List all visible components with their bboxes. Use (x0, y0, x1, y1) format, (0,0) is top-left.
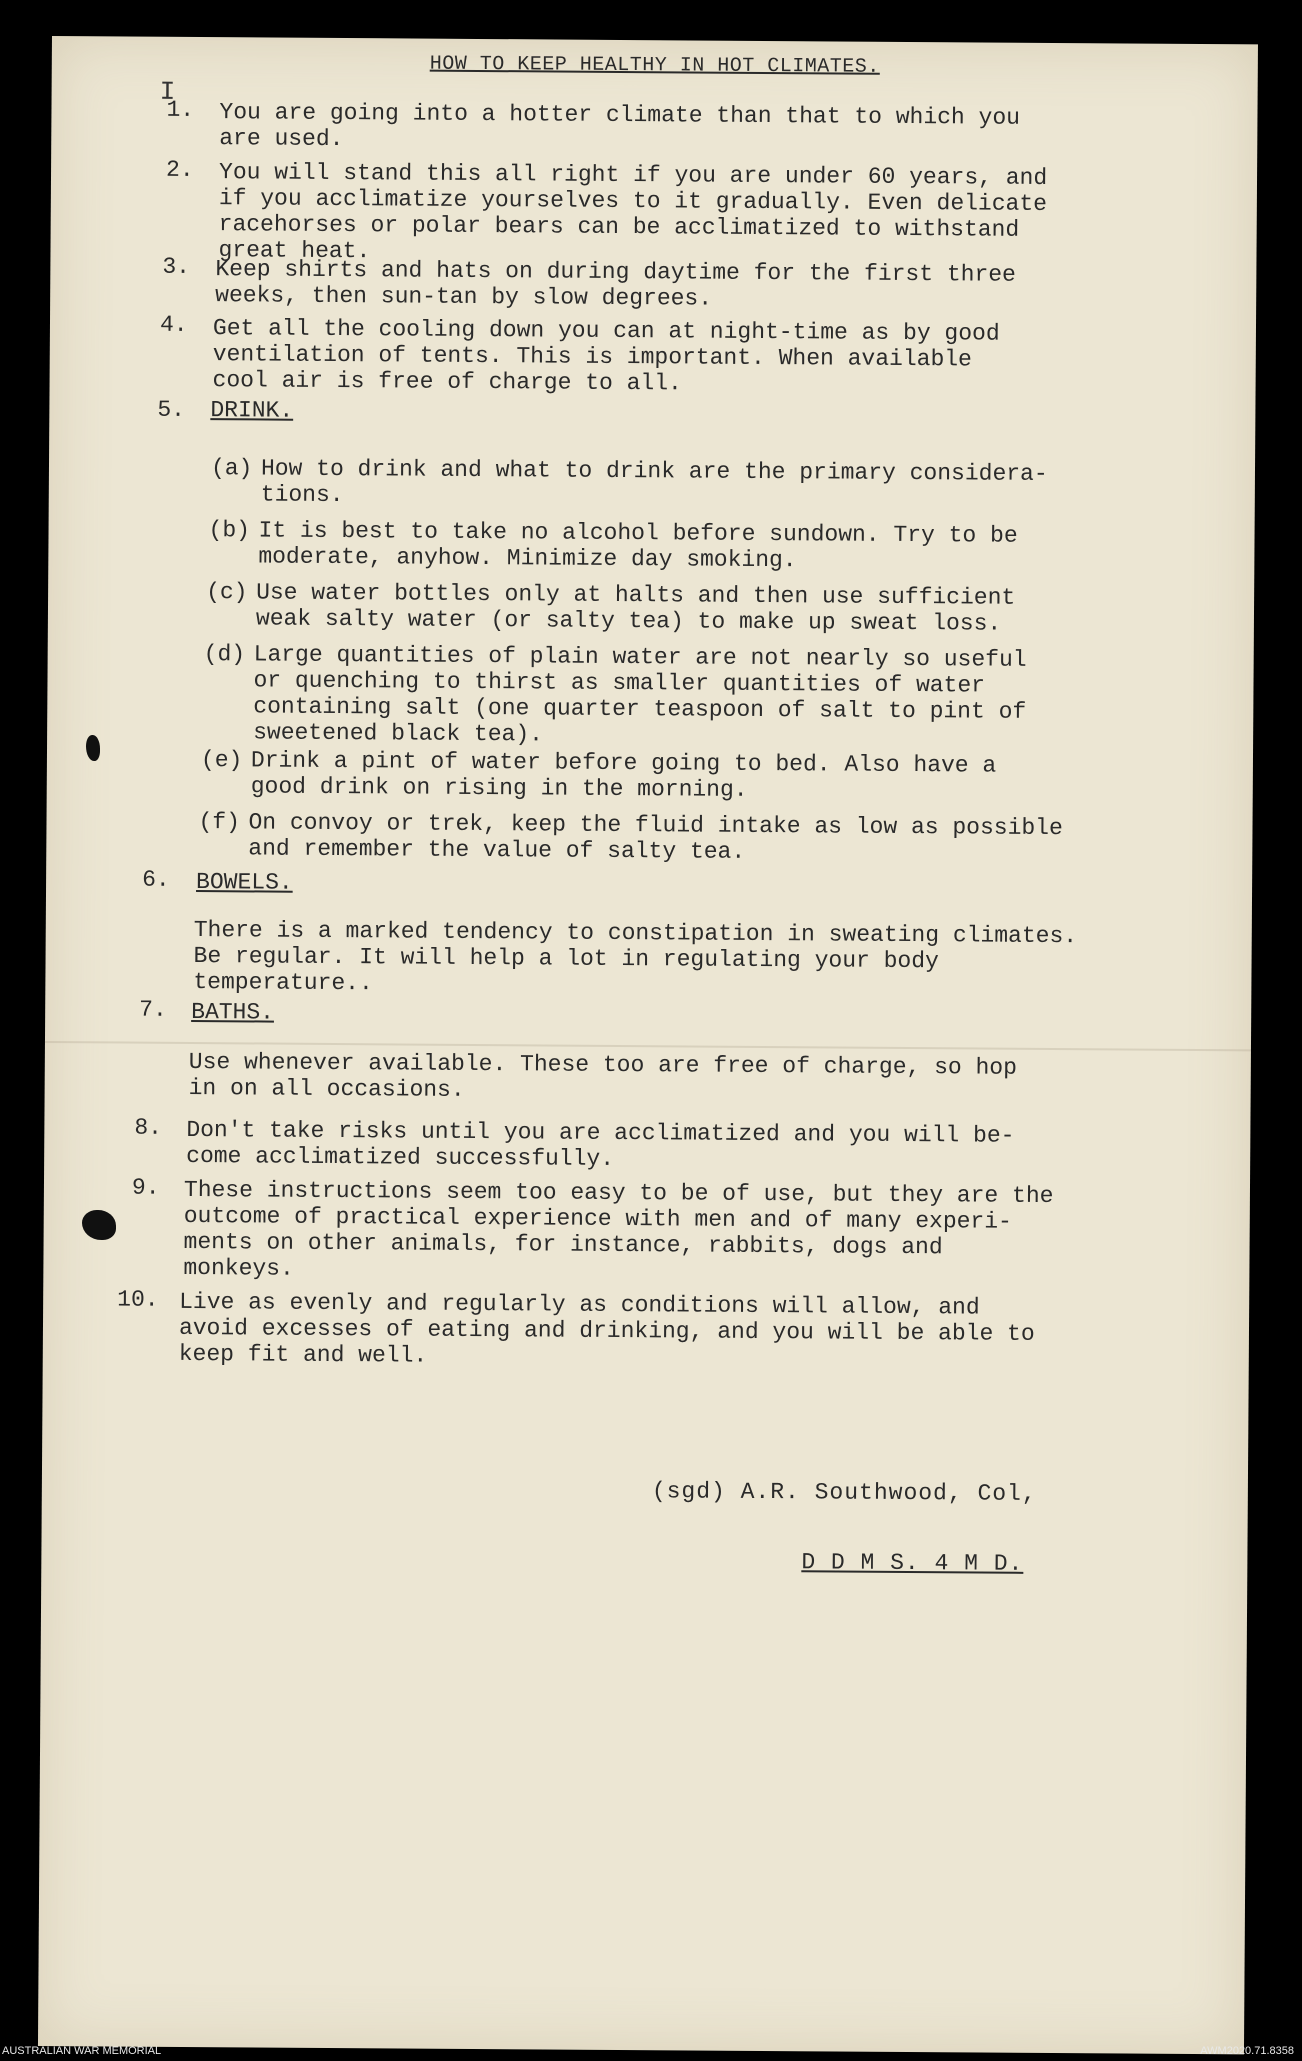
item-number: 4. (159, 311, 188, 338)
document-page (38, 36, 1258, 2054)
item-number: 3. (162, 253, 191, 280)
item-number: 5. (157, 396, 186, 423)
drink-subitem-text: Drink a pint of water before going to bed. Also have a good drink on rising in the morning. (250, 747, 997, 803)
drink-subitem-text: How to drink and what to drink are the primary considera- tions. (260, 455, 1048, 509)
item-text: These instructions seem too easy to be of use, but they are the outcome of practical experience with men and of many experi- ments on other animals, for instance, rabbits, dogs and monkeys. (183, 1176, 1054, 1282)
item-text: Get all the cooling down you can at night-time as by good ventilation of tents. This is important. When available cool air is free of charge to all. (212, 315, 1000, 397)
drink-subitem-text: Large quantities of plain water are not nearly so useful or quenching to thirst as smaller quantities of water containing salt (one quarter teaspoon of salt to pint of sweetened black tea). (253, 641, 1027, 748)
drink-subitem-label: (c) (206, 579, 248, 606)
item-number: 10. (117, 1286, 159, 1313)
item-number: 2. (165, 156, 194, 183)
item-text: There is a marked tendency to constipation in sweating climates. Be regular. It will help a lot in regulating your body temperature.. (193, 917, 1078, 997)
item-number: 8. (134, 1114, 163, 1141)
drink-subitem-text: Use water bottles only at halts and then use sufficient weak salty water (or salty tea) to make up sweat loss. (255, 579, 1016, 637)
signature-line: (sgd) A.R. Southwood, Col, (651, 1478, 1037, 1507)
paper-damage (86, 735, 100, 761)
section-heading-baths: BATHS. (191, 998, 275, 1026)
item-number: 7. (139, 996, 167, 1023)
item-text: Use whenever available. These too are free of charge, so hop in on all occasions. (188, 1048, 1018, 1103)
footer-institution: AUSTRALIAN WAR MEMORIAL (2, 2045, 162, 2057)
footer-accession-number: AWM2020.71.8358 (1200, 2045, 1294, 2057)
drink-subitem-text: On convoy or trek, keep the fluid intake as low as possible and remember the value of salty tea. (248, 809, 1063, 865)
item-text: Keep shirts and hats on during daytime for the first three weeks, then sun-tan by slow degrees. (215, 256, 1016, 312)
document-title: HOW TO KEEP HEALTHY IN HOT CLIMATES. (429, 52, 880, 79)
item-text: Live as evenly and regularly as conditions will allow, and avoid excesses of eating and drinking, and you will be able to keep fit and well. (178, 1288, 1035, 1369)
drink-subitem-label: (d) (203, 641, 246, 668)
section-heading-drink: DRINK. (210, 397, 294, 424)
item-text: You will stand this all right if you are under 60 years, and if you acclimatize yourselves to it gradually. Even delicate racehorses or polar bears can be acclimatized to withstand great heat. (218, 159, 1048, 265)
item-text: Don't take risks until you are acclimatized and you will be- come acclimatized successfully. (186, 1116, 1015, 1172)
drink-subitem-label: (e) (200, 747, 243, 774)
item-number: 1. (166, 96, 195, 123)
drink-subitem-label: (b) (208, 517, 251, 544)
section-heading-bowels: BOWELS. (196, 869, 293, 896)
drink-subitem-label: (a) (210, 455, 253, 482)
item-text: You are going into a hotter climate than that to which you are used. (219, 99, 1021, 153)
drink-subitem-label: (f) (198, 809, 241, 836)
handwritten-mark: I (159, 76, 176, 107)
item-number: 6. (142, 866, 170, 893)
item-number: 9. (131, 1174, 160, 1201)
drink-subitem-text: It is best to take no alcohol before sundown. Try to be moderate, anyhow. Minimize day smoking. (258, 517, 1018, 574)
signature-title: D D M S. 4 M D. (801, 1549, 1024, 1577)
